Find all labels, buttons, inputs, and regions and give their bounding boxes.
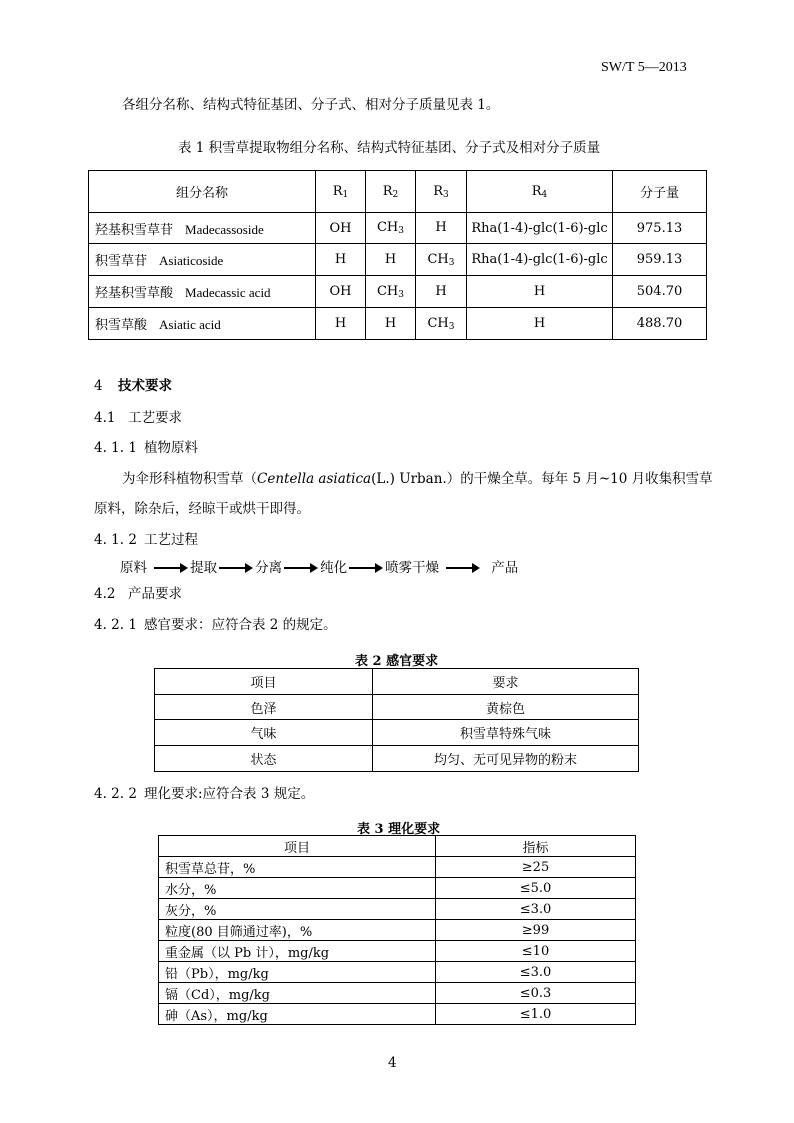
table3 [158, 835, 636, 1025]
document-code: SW/T 5—2013 [601, 60, 687, 75]
compound-name: 积雪草酸 Asiatic acid [89, 308, 316, 340]
arrow-right-icon [154, 563, 188, 573]
table2 [154, 668, 639, 772]
section-title: 产品要求 [128, 586, 182, 602]
text-part: 为伞形科植物积雪草（ [122, 471, 257, 487]
flow-step: 分离 [255, 560, 283, 576]
section-text: 感官要求：应符合表 2 的规定。 [144, 617, 337, 633]
item-cell: 铅（Pb），mg/kg [159, 962, 436, 983]
compound-name: 积雪草苷 Asiaticoside [89, 244, 316, 276]
item-cell: 积雪草总苷，% [159, 857, 436, 878]
r1-cell: H [316, 244, 366, 276]
r4-cell: H [467, 276, 613, 308]
mw-cell: 959.13 [613, 244, 707, 276]
table-row [159, 920, 636, 941]
table-row [89, 308, 707, 340]
table3-header-item: 项目 [159, 836, 436, 857]
r1-cell: OH [316, 276, 366, 308]
mw-cell: 504.70 [613, 276, 707, 308]
section-4-heading [94, 374, 172, 394]
arrow-right-icon [219, 563, 253, 573]
table-row [89, 244, 707, 276]
index-cell: ≤3.0 [436, 962, 636, 983]
table-row [155, 746, 639, 772]
r4-cell: Rha(1-4)-glc(1-6)-glc [467, 244, 613, 276]
compound-name: 羟基积雪草苷 Madecassoside [89, 213, 316, 244]
flow-step: 纯化 [320, 560, 348, 576]
index-cell: ≤10 [436, 941, 636, 962]
index-cell: ≤3.0 [436, 899, 636, 920]
flow-step: 原料 [120, 560, 147, 576]
requirement-cell: 黄棕色 [373, 695, 639, 720]
section-4-1-2-heading [94, 528, 198, 548]
table-row [89, 213, 707, 244]
arrow-right-icon [284, 563, 318, 573]
index-cell: ≤5.0 [436, 878, 636, 899]
requirement-cell: 均匀、无可见异物的粉末 [373, 746, 639, 772]
item-cell: 气味 [155, 720, 373, 746]
r2-cell: H [366, 244, 416, 276]
section-number: 4.1 [94, 410, 116, 426]
table-row [159, 878, 636, 899]
table3-header-row [159, 836, 636, 857]
table2-caption: 表 2 感官要求 [355, 654, 439, 669]
r1-cell: OH [316, 213, 366, 244]
section-number: 4. 2. 2 [94, 786, 137, 802]
r3-cell: H [416, 213, 467, 244]
latin-name: Centella asiatica [257, 471, 372, 487]
section-number: 4 [94, 378, 103, 394]
r4-cell: Rha(1-4)-glc(1-6)-glc [467, 213, 613, 244]
mw-cell: 975.13 [613, 213, 707, 244]
item-cell: 灰分，% [159, 899, 436, 920]
requirement-cell: 积雪草特殊气味 [373, 720, 639, 746]
item-cell: 砷（As），mg/kg [159, 1004, 436, 1025]
table-row [159, 941, 636, 962]
section-4-2-1 [94, 613, 337, 633]
table2-header-row [155, 669, 639, 695]
table-row [159, 1004, 636, 1025]
table-row [155, 695, 639, 720]
section-title: 工艺要求 [128, 410, 182, 426]
table2-header-requirement: 要求 [373, 669, 639, 695]
table1-header-name: 组分名称 [89, 171, 316, 213]
index-cell: ≥99 [436, 920, 636, 941]
table3-caption: 表 3 理化要求 [357, 822, 441, 837]
section-4-2-2 [94, 782, 314, 802]
r4-cell: H [467, 308, 613, 340]
section-4-1-heading [94, 406, 182, 426]
section-title: 技术要求 [118, 378, 172, 394]
flow-step: 提取 [190, 560, 218, 576]
plant-material-text [122, 467, 713, 487]
r2-cell: $CH_3$ [366, 276, 416, 308]
r3-cell: $CH_3$ [416, 244, 467, 276]
page-number: 4 [388, 1055, 397, 1071]
plant-material-text-line2: 原料，除杂后，经晾干或烘干即得。 [94, 501, 310, 517]
section-number: 4.2 [94, 586, 116, 602]
table2-header-item: 项目 [155, 669, 373, 695]
section-title: 工艺过程 [144, 532, 198, 548]
table1-header-r3: $R_3$ [416, 171, 467, 213]
section-title: 植物原料 [144, 440, 198, 456]
item-cell: 重金属（以 Pb 计），mg/kg [159, 941, 436, 962]
table3-header-index: 指标 [436, 836, 636, 857]
mw-cell: 488.70 [613, 308, 707, 340]
table1-caption: 表 1 积雪草提取物组分名称、结构式特征基团、分子式及相对分子质量 [178, 140, 601, 156]
table-row [159, 857, 636, 878]
item-cell: 色泽 [155, 695, 373, 720]
section-number: 4. 1. 2 [94, 532, 137, 548]
section-number: 4. 1. 1 [94, 440, 137, 456]
section-text: 理化要求:应符合表 3 规定。 [144, 786, 315, 802]
table1-header-row [89, 171, 707, 213]
index-cell: ≤1.0 [436, 1004, 636, 1025]
r3-cell: H [416, 276, 467, 308]
item-cell: 粒度(80 目筛通过率)，% [159, 920, 436, 941]
table-row [159, 962, 636, 983]
intro-text: 各组分名称、结构式特征基团、分子式、相对分子质量见表 1。 [122, 97, 500, 113]
table-row [159, 899, 636, 920]
r3-cell: $CH_3$ [416, 308, 467, 340]
item-cell: 镉（Cd），mg/kg [159, 983, 436, 1004]
compound-name: 羟基积雪草酸 Madecassic acid [89, 276, 316, 308]
text-part: (L.) Urban.）的干燥全草。每年 5 月~10 月收集积雪草 [371, 471, 713, 487]
table1-header-mw: 分子量 [613, 171, 707, 213]
r1-cell: H [316, 308, 366, 340]
section-4-2-heading [94, 582, 182, 602]
table1-header-r1: $R_1$ [316, 171, 366, 213]
item-cell: 水分，% [159, 878, 436, 899]
arrow-right-icon [349, 563, 383, 573]
r2-cell: $CH_3$ [366, 213, 416, 244]
table-row [155, 720, 639, 746]
table1-header-r2: $R_2$ [366, 171, 416, 213]
section-4-1-1-heading [94, 436, 198, 456]
table-row [89, 276, 707, 308]
arrow-right-icon [446, 563, 480, 573]
r2-cell: H [366, 308, 416, 340]
table1-header-r4: $R_4$ [467, 171, 613, 213]
process-flow [120, 556, 518, 576]
item-cell: 状态 [155, 746, 373, 772]
table-row [159, 983, 636, 1004]
index-cell: ≤0.3 [436, 983, 636, 1004]
index-cell: ≥25 [436, 857, 636, 878]
flow-step: 喷雾干燥 [385, 560, 440, 576]
section-number: 4. 2. 1 [94, 617, 137, 633]
flow-step: 产品 [491, 560, 519, 576]
table1 [88, 170, 707, 340]
